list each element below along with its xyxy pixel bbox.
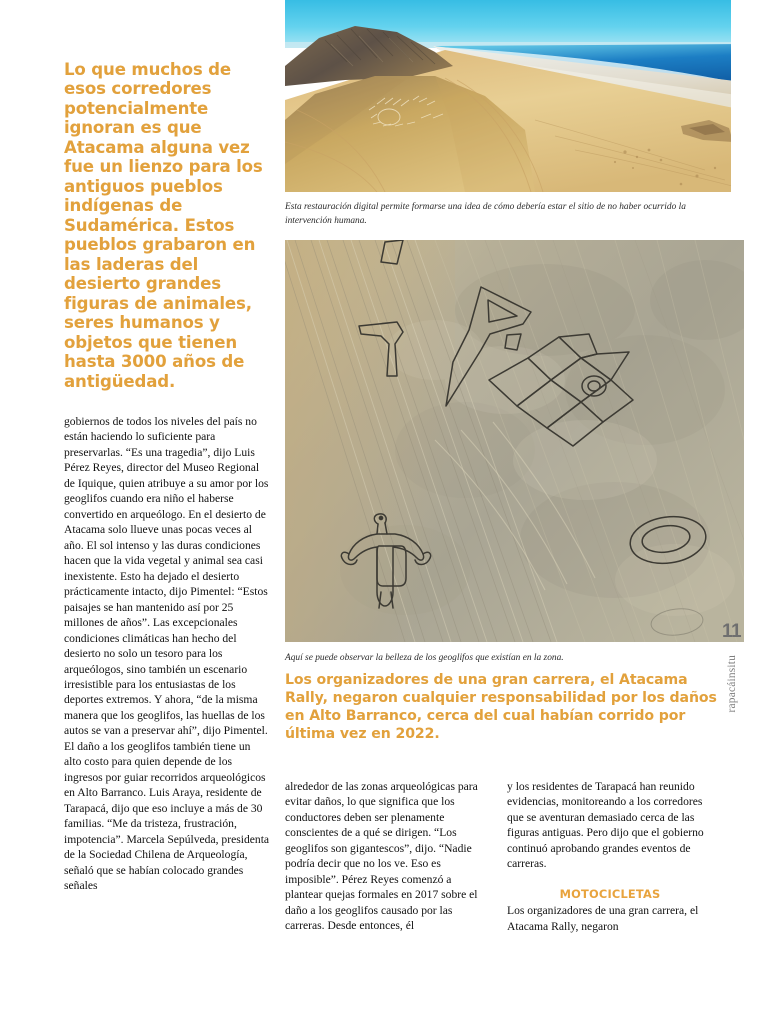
orange-subheading: Los organizadores de una gran carrera, el Atacama Rally, negaron cualquier responsabilidad por los daños en Alto Barranco, cerca del cual habían corrido por última vez en 2022. — [285, 672, 717, 742]
geoglyph-hillside-graphic — [285, 240, 744, 642]
caption-top-photo: Esta restauración digital permite formarse una idea de cómo debería estar el sitio de no haber ocurrido la intervención humana. — [285, 202, 686, 226]
body-text-right-second: Los organizadores de una gran carrera, el Atacama Rally, negaron — [507, 904, 699, 933]
aerial-desert-coast-photo — [285, 0, 744, 192]
body-column-right — [507, 779, 713, 934]
caption-geoglyph-photo: Aquí se puede observar la belleza de los geoglifos que existían en la zona. — [285, 653, 564, 663]
section-label-motocicletas: MOTOCICLETAS — [559, 886, 661, 901]
body-text-middle: alrededor de las zonas arqueológicas para evitar daños, lo que significa que los conductores deben ser plenamente conscientes de a qué se dirigen. “Los geoglifos son gigantescos”, dijo. “Nadie podría decir que no los ve. Eso es imposible”. Pérez Reyes comenzó a plantear quejas formales en 2017 sobre el daño a los geoglifos causado por las carreras. Desde entonces, él — [285, 780, 478, 933]
vertical-brand-label: rapacáinsitu — [726, 655, 738, 713]
page-number: 11 — [722, 621, 742, 642]
pull-quote: Lo que muchos de esos corredores potencialmente ignoran es que Atacama alguna vez fue un lienzo para los antiguos pueblos indígenas de Sudamérica. Estos pueblos grabaron en las laderas del desierto grandes figuras de animales, seres humanos y objetos que tienen hasta 3000 años de antigüedad. — [64, 60, 263, 391]
body-column-left — [64, 414, 270, 894]
body-text-right-first: y los residentes de Tarapacá han reunido evidencias, monitoreando a los corredores que se aventuran demasiado cerca de las figuras antiguas. Pero dijo que el gobierno continuó aprobando grandes eventos de carreras. — [507, 780, 704, 871]
geoglyph-hillside-photo — [285, 240, 744, 642]
aerial-desert-coast-graphic — [285, 0, 744, 192]
body-text-left: gobiernos de todos los niveles del país no están haciendo lo suficiente para preservarlas. “Es una tragedia”, dijo Luis Pérez Reyes, director del Museo Regional de Iquique, quien atribuye a su amor por los geoglifos cuando era niño el haberse convertido en arqueólogo. En el desierto de Atacama solo llueve unas pocas veces al año. El sol intenso y las duras condiciones hacen que la vida vegetal y animal sea casi inexistente. Esto ha dejado el desierto prácticamente intacto, dijo Pimentel: “Estos paisajes se han mantenido así por 25 millones de años”. Las excepcionales condiciones climáticas han hecho del desierto no solo un tesoro para los arqueólogos, sino también un escenario irresistible para los entusiastas de los deportes extremos. Y ahora, “de la misma manera que los geoglifos, las huellas de los autos se van a preservar ahí”, dijo Pimentel. El daño a los geoglifos también tiene un alto costo para quien depende de los ingresos por guiar recorridos arqueológicos en Alto Barranco. Luis Araya, residente de Tarapacá, dijo que eso incluye a más de 30 familias. “Me da tristeza, frustración, impotencia”. Marcela Sepúlveda, presidenta de la Sociedad Chilena de Arqueología, señaló que se habían colocado grandes señales — [64, 415, 270, 893]
body-column-middle — [285, 779, 491, 934]
